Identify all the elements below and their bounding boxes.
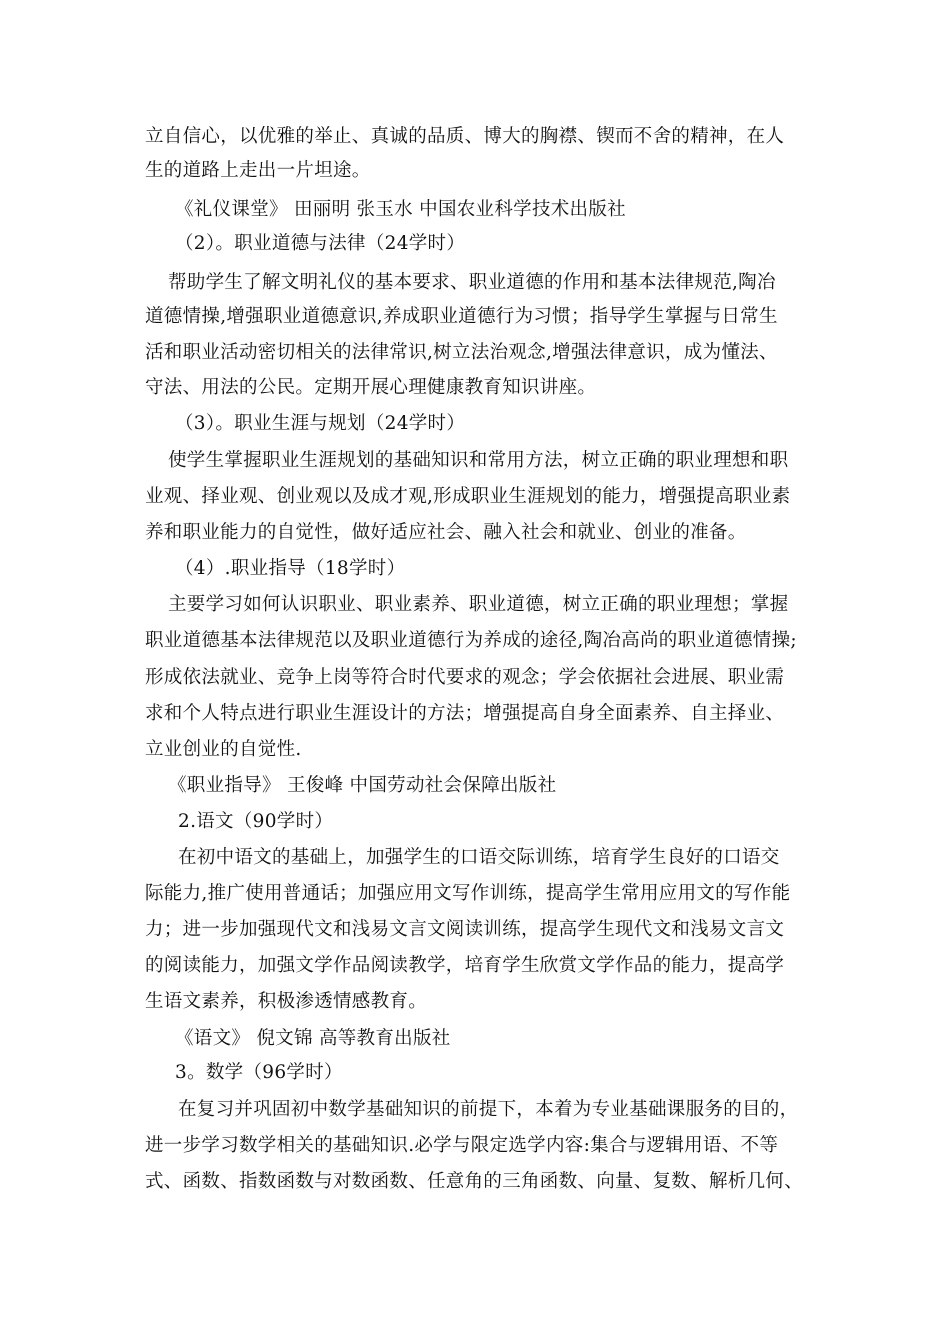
text-line: 道德情操,增强职业道德意识,养成职业道德行为习惯；指导学生掌握与日常生 xyxy=(145,306,778,327)
section-heading: （3）。职业生涯与规划（24学时） xyxy=(175,413,466,434)
text-line: 进一步学习数学相关的基础知识.必学与限定选学内容:集合与逻辑用语、不等 xyxy=(145,1135,779,1156)
text-line: 活和职业活动密切相关的法律常识,树立法治观念,增强法律意识，成为懂法、 xyxy=(145,342,778,363)
section-heading: （4）.职业指导（18学时） xyxy=(175,558,406,579)
book-reference: 《语文》 倪文锦 高等教育出版社 xyxy=(175,1028,451,1049)
text-line: 守法、用法的公民。定期开展心理健康教育知识讲座。 xyxy=(145,377,597,398)
text-line: 生的道路上走出一片坦途。 xyxy=(145,160,371,181)
section-heading: 2.语文（90学时） xyxy=(178,811,334,832)
text-line: 主要学习如何认识职业、职业素养、职业道德，树立正确的职业理想；掌握 xyxy=(168,594,789,615)
text-line: 在复习并巩固初中数学基础知识的前提下，本着为专业基础课服务的目的， xyxy=(178,1099,799,1120)
text-line: 立业创业的自觉性. xyxy=(145,739,302,760)
text-line: 立自信心，以优雅的举止、真诚的品质、博大的胸襟、锲而不舍的精神，在人 xyxy=(145,126,785,147)
text-line: 力；进一步加强现代文和浅易文言文阅读训练，提高学生现代文和浅易文言文 xyxy=(145,919,785,940)
text-line: 职业道德基本法律规范以及职业道德行为养成的途径,陶冶高尚的职业道德情操; xyxy=(145,630,797,651)
text-line: 的阅读能力，加强文学作品阅读教学，培育学生欣赏文学作品的能力，提高学 xyxy=(145,955,785,976)
text-line: 帮助学生了解文明礼仪的基本要求、职业道德的作用和基本法律规范,陶冶 xyxy=(168,272,776,293)
text-line: 生语文素养，积极渗透情感教育。 xyxy=(145,991,428,1012)
text-line: 在初中语文的基础上，加强学生的口语交际训练，培育学生良好的口语交 xyxy=(178,847,780,868)
section-heading: （2）。职业道德与法律（24学时） xyxy=(175,233,466,254)
text-line: 式、函数、指数函数与对数函数、任意角的三角函数、向量、复数、解析几何、 xyxy=(145,1171,804,1192)
section-heading: 3。数学（96学时） xyxy=(175,1062,343,1083)
text-line: 际能力,推广使用普通话；加强应用文写作训练，提高学生常用应用文的写作能 xyxy=(145,883,791,904)
text-line: 业观、择业观、创业观以及成才观,形成职业生涯规划的能力，增强提高职业素 xyxy=(145,486,791,507)
book-reference: 《礼仪课堂》 田丽明 张玉水 中国农业科学技术出版社 xyxy=(175,199,626,220)
text-line: 求和个人特点进行职业生涯设计的方法；增强提高自身全面素养、自主择业、 xyxy=(145,703,785,724)
text-line: 使学生掌握职业生涯规划的基础知识和常用方法，树立正确的职业理想和职 xyxy=(168,450,789,471)
text-line: 形成依法就业、竞争上岗等符合时代要求的观念；学会依据社会进展、职业需 xyxy=(145,667,785,688)
text-line: 养和职业能力的自觉性，做好适应社会、融入社会和就业、创业的准备。 xyxy=(145,522,747,543)
book-reference: 《职业指导》 王俊峰 中国劳动社会保障出版社 xyxy=(168,775,557,796)
